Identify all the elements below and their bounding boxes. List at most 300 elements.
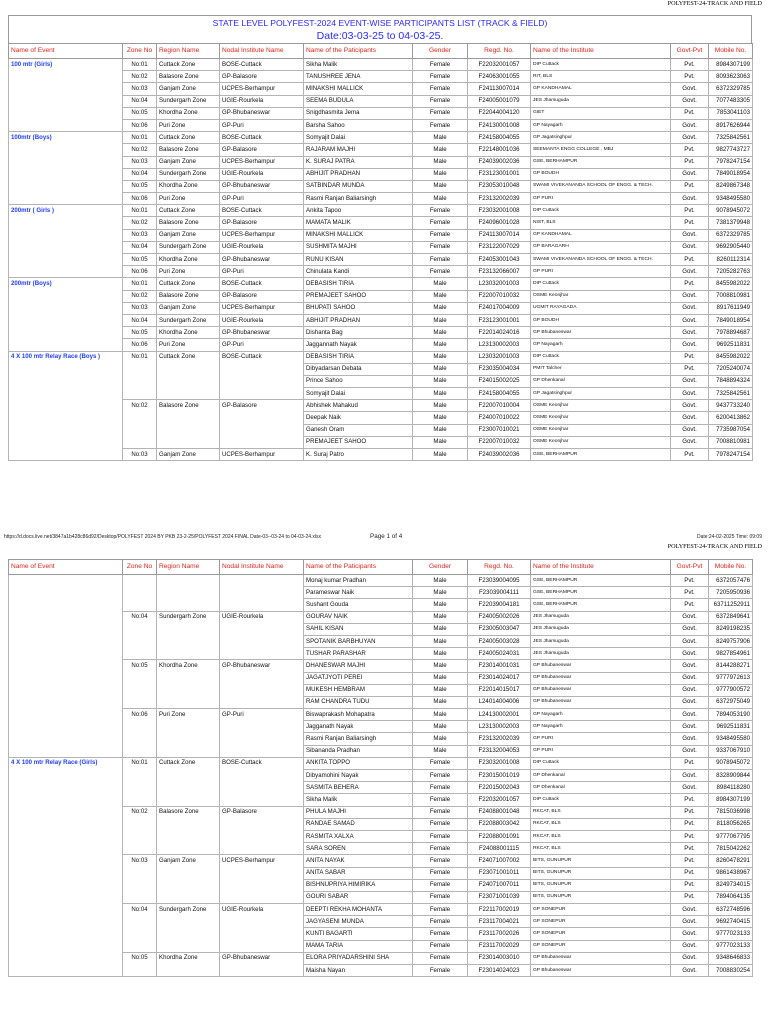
- page-footer: [4, 534, 762, 544]
- cell-mobile: 9777067795: [709, 830, 753, 842]
- cell-participant: Barsha Sahoo: [304, 119, 413, 131]
- cell-gender: Female: [413, 241, 468, 253]
- cell-nodal-institute: GP-Balasore: [220, 217, 304, 229]
- cell-nodal-institute: GP-Balasore: [220, 290, 304, 302]
- cell-regd-no: F24005024031: [468, 648, 531, 660]
- cell-event: 200mtr (Boys): [9, 278, 123, 290]
- cell-event: [9, 940, 123, 952]
- cell-mobile: 6372975049: [709, 696, 753, 708]
- cell-participant: DEEPTI REKHA MOHANTA: [304, 904, 413, 916]
- cell-participant: Sikha Malik: [304, 59, 413, 71]
- cell-event: [9, 830, 123, 842]
- cell-zone-no: [123, 363, 157, 375]
- cell-institute: JES Jharsuguda: [531, 623, 671, 635]
- cell-institute: RKCAT, BLS: [531, 830, 671, 842]
- cell-mobile: 9692511831: [709, 721, 753, 733]
- cell-nodal-institute: [220, 599, 304, 611]
- cell-participant: Jaggannath Nayak: [304, 339, 413, 351]
- cell-zone-no: [123, 424, 157, 436]
- cell-participant: Rasmi Ranjan Baliarsingh: [304, 193, 413, 205]
- cell-institute: GSE, BERHAMPUR: [531, 156, 671, 168]
- cell-region: Puri Zone: [157, 193, 220, 205]
- cell-institute: DIP Cuttack: [531, 205, 671, 217]
- cell-zone-no: [123, 721, 157, 733]
- table-row: [9, 757, 753, 769]
- cell-region: Khordha Zone: [157, 952, 220, 964]
- cell-region: Puri Zone: [157, 266, 220, 278]
- cell-institute: BITS, GUNUPUR: [531, 879, 671, 891]
- cell-participant: SASMITA BEHERA: [304, 782, 413, 794]
- table-row: [9, 843, 753, 855]
- cell-govt-pvt: Pvt.: [671, 156, 709, 168]
- cell-institute: OSME Keonjhar: [531, 436, 671, 448]
- cell-govt-pvt: Govt.: [671, 314, 709, 326]
- cell-nodal-institute: [220, 684, 304, 696]
- column-header-participant: Name of the Paticipants: [304, 560, 413, 575]
- cell-mobile: 7815036998: [709, 806, 753, 818]
- cell-gender: Male: [413, 575, 468, 587]
- cell-mobile: 7008830254: [709, 965, 753, 977]
- cell-regd-no: F24005002026: [468, 611, 531, 623]
- cell-nodal-institute: GP-Puri: [220, 119, 304, 131]
- cell-regd-no: F22007010032: [468, 290, 531, 302]
- table-row: [9, 327, 753, 339]
- cell-region: Balasore Zone: [157, 71, 220, 83]
- cell-mobile: 9078945072: [709, 205, 753, 217]
- table-row: [9, 375, 753, 387]
- cell-regd-no: L23032001003: [468, 351, 531, 363]
- page-header: POLYFEST-24-TRACK AND FIELD: [667, 0, 762, 7]
- cell-mobile: 8260478291: [709, 855, 753, 867]
- cell-zone-no: [123, 818, 157, 830]
- table-row: [9, 965, 753, 977]
- cell-institute: DIP Cuttack: [531, 757, 671, 769]
- cell-event: [9, 684, 123, 696]
- cell-institute: GP Dhenkanal: [531, 770, 671, 782]
- cell-region: Balasore Zone: [157, 806, 220, 818]
- table-row: [9, 635, 753, 647]
- cell-region: [157, 587, 220, 599]
- cell-zone-no: [123, 782, 157, 794]
- table-row: [9, 314, 753, 326]
- cell-participant: ANKITA TOPPO: [304, 757, 413, 769]
- cell-mobile: 9777023133: [709, 940, 753, 952]
- cell-mobile: 8984307199: [709, 59, 753, 71]
- cell-govt-pvt: Pvt.: [671, 205, 709, 217]
- table-row: [9, 168, 753, 180]
- table-row: [9, 940, 753, 952]
- cell-gender: Female: [413, 806, 468, 818]
- column-header-govt-pvt: Govt-Pvt: [671, 560, 709, 575]
- cell-mobile: 9827854961: [709, 648, 753, 660]
- cell-event: [9, 611, 123, 623]
- cell-zone-no: [123, 412, 157, 424]
- cell-regd-no: F23117002026: [468, 928, 531, 940]
- cell-govt-pvt: Govt.: [671, 168, 709, 180]
- cell-event: [9, 83, 123, 95]
- table-row: [9, 916, 753, 928]
- cell-mobile: 8249757906: [709, 635, 753, 647]
- cell-gender: Male: [413, 388, 468, 400]
- cell-event: [9, 721, 123, 733]
- cell-gender: Female: [413, 916, 468, 928]
- footer-page-number: Page 1 of 4: [370, 533, 403, 540]
- table-row: [9, 205, 753, 217]
- cell-regd-no: F24005001079: [468, 95, 531, 107]
- cell-institute: GP Nayagarh: [531, 721, 671, 733]
- table-row: [9, 855, 753, 867]
- cell-event: [9, 891, 123, 903]
- cell-region: [157, 721, 220, 733]
- cell-zone-no: No:04: [123, 95, 157, 107]
- cell-region: [157, 436, 220, 448]
- cell-mobile: 7848894324: [709, 375, 753, 387]
- cell-mobile: 7381379948: [709, 217, 753, 229]
- cell-institute: GP Bhubaneswar: [531, 327, 671, 339]
- cell-institute: BITS, GUNUPUR: [531, 891, 671, 903]
- cell-event: [9, 709, 123, 721]
- cell-institute: GP SONEPUR: [531, 904, 671, 916]
- cell-zone-no: [123, 375, 157, 387]
- cell-regd-no: F24088001048: [468, 806, 531, 818]
- document-title-box: [8, 15, 752, 43]
- cell-mobile: 8249867348: [709, 180, 753, 192]
- cell-event: 200mtr ( Girls ): [9, 205, 123, 217]
- table-row: [9, 217, 753, 229]
- cell-institute: GSE, BERHAMPUR: [531, 449, 671, 461]
- cell-gender: Female: [413, 71, 468, 83]
- table-row: [9, 660, 753, 672]
- cell-institute: OSME Keonjhar: [531, 400, 671, 412]
- cell-mobile: 9437733240: [709, 400, 753, 412]
- cell-participant: Chinulata Kandi: [304, 266, 413, 278]
- cell-zone-no: No:04: [123, 611, 157, 623]
- table-row: [9, 709, 753, 721]
- cell-zone-no: [123, 684, 157, 696]
- cell-participant: JAGATJYOTI PEREI: [304, 672, 413, 684]
- cell-mobile: 8455982022: [709, 351, 753, 363]
- cell-event: [9, 916, 123, 928]
- cell-zone-no: No:02: [123, 144, 157, 156]
- cell-govt-pvt: Govt.: [671, 623, 709, 635]
- cell-govt-pvt: Pvt.: [671, 144, 709, 156]
- table-row: [9, 575, 753, 587]
- cell-institute: GP BARAGARH: [531, 241, 671, 253]
- cell-participant: K. SURAJ PATRA: [304, 156, 413, 168]
- cell-govt-pvt: Govt.: [671, 940, 709, 952]
- cell-zone-no: [123, 928, 157, 940]
- cell-regd-no: F24015002025: [468, 375, 531, 387]
- cell-regd-no: F22044004120: [468, 107, 531, 119]
- cell-zone-no: No:05: [123, 660, 157, 672]
- cell-region: Sundergarh Zone: [157, 95, 220, 107]
- cell-participant: ABHIJIT PRADHAN: [304, 314, 413, 326]
- cell-region: [157, 648, 220, 660]
- table-row: [9, 867, 753, 879]
- cell-event: [9, 193, 123, 205]
- table-row: [9, 599, 753, 611]
- cell-mobile: 8144288271: [709, 660, 753, 672]
- column-header-institute: Name of the Institute: [531, 44, 671, 59]
- cell-institute: SEEMANTA ENGG COLLEGE , MBJ: [531, 144, 671, 156]
- cell-participant: PREMAJEET SAHOO: [304, 290, 413, 302]
- cell-institute: GSE, BERHAMPUR: [531, 587, 671, 599]
- cell-institute: OSME Keonjhar: [531, 290, 671, 302]
- cell-nodal-institute: [220, 623, 304, 635]
- cell-govt-pvt: Pvt.: [671, 830, 709, 842]
- cell-participant: Biswaprakash Mohapatra: [304, 709, 413, 721]
- cell-regd-no: L23130002003: [468, 721, 531, 733]
- table-row: [9, 436, 753, 448]
- cell-institute: GP PURI: [531, 266, 671, 278]
- table-row: [9, 400, 753, 412]
- cell-mobile: 9348646833: [709, 952, 753, 964]
- cell-institute: GP Bhubaneswar: [531, 952, 671, 964]
- cell-regd-no: F23132002039: [468, 193, 531, 205]
- cell-participant: SAHIL KISAN: [304, 623, 413, 635]
- cell-zone-no: [123, 575, 157, 587]
- cell-zone-no: No:01: [123, 757, 157, 769]
- cell-regd-no: F24039002036: [468, 449, 531, 461]
- cell-region: Ganjam Zone: [157, 302, 220, 314]
- cell-gender: Female: [413, 928, 468, 940]
- cell-mobile: 8093623063: [709, 71, 753, 83]
- cell-zone-no: [123, 940, 157, 952]
- cell-zone-no: No:04: [123, 314, 157, 326]
- cell-zone-no: [123, 635, 157, 647]
- cell-participant: Somyajit Dalai: [304, 132, 413, 144]
- cell-institute: GP SONEPUR: [531, 928, 671, 940]
- cell-regd-no: F24071007011: [468, 879, 531, 891]
- cell-mobile: 8984118280: [709, 782, 753, 794]
- participants-table-page-1: [8, 43, 753, 461]
- cell-mobile: 7978247154: [709, 449, 753, 461]
- cell-institute: DIP Cuttack: [531, 794, 671, 806]
- cell-participant: MUKESH HEMBRAM: [304, 684, 413, 696]
- table-row: [9, 611, 753, 623]
- cell-gender: Male: [413, 339, 468, 351]
- column-header-event: Name of Event: [9, 560, 123, 575]
- cell-participant: SARA SOREN: [304, 843, 413, 855]
- cell-region: Cuttack Zone: [157, 132, 220, 144]
- cell-institute: GSE, BERHAMPUR: [531, 575, 671, 587]
- cell-participant: Somyajit Dalai: [304, 388, 413, 400]
- cell-event: [9, 794, 123, 806]
- cell-gender: Female: [413, 95, 468, 107]
- column-header-nodal-institute: Nodal Institute Name: [220, 560, 304, 575]
- cell-regd-no: F23132002039: [468, 733, 531, 745]
- cell-mobile: 6372329785: [709, 229, 753, 241]
- cell-govt-pvt: Govt.: [671, 436, 709, 448]
- cell-zone-no: No:02: [123, 217, 157, 229]
- column-header-event: Name of Event: [9, 44, 123, 59]
- table-header-row: [9, 560, 753, 575]
- table-row: [9, 782, 753, 794]
- cell-region: [157, 879, 220, 891]
- table-row: [9, 672, 753, 684]
- column-header-mobile: Mobile No.: [709, 560, 753, 575]
- cell-nodal-institute: [220, 424, 304, 436]
- cell-event: [9, 375, 123, 387]
- cell-regd-no: F22032001057: [468, 59, 531, 71]
- cell-mobile: 8917626944: [709, 119, 753, 131]
- cell-event: [9, 904, 123, 916]
- cell-nodal-institute: UCPES-Berhampur: [220, 156, 304, 168]
- cell-govt-pvt: Pvt.: [671, 599, 709, 611]
- cell-gender: Female: [413, 867, 468, 879]
- cell-zone-no: [123, 965, 157, 977]
- cell-regd-no: F23014024017: [468, 672, 531, 684]
- cell-institute: GP Bhubaneswar: [531, 660, 671, 672]
- table-row: [9, 132, 753, 144]
- cell-region: Khordha Zone: [157, 660, 220, 672]
- cell-region: [157, 375, 220, 387]
- cell-institute: RKCAT, BLS: [531, 818, 671, 830]
- cell-institute: OSME Keonjhar: [531, 424, 671, 436]
- cell-participant: Snigdhasmita Jema: [304, 107, 413, 119]
- cell-gender: Male: [413, 436, 468, 448]
- cell-gender: Male: [413, 449, 468, 461]
- cell-gender: Female: [413, 107, 468, 119]
- cell-mobile: 8328909844: [709, 770, 753, 782]
- cell-event: [9, 95, 123, 107]
- cell-govt-pvt: Govt.: [671, 684, 709, 696]
- cell-institute: BITS, GUNUPUR: [531, 867, 671, 879]
- cell-nodal-institute: [220, 916, 304, 928]
- cell-govt-pvt: Govt.: [671, 770, 709, 782]
- cell-regd-no: F22015002043: [468, 782, 531, 794]
- cell-event: [9, 302, 123, 314]
- cell-event: [9, 180, 123, 192]
- cell-participant: TANUSHREE JENA: [304, 71, 413, 83]
- cell-regd-no: L23130002003: [468, 339, 531, 351]
- table-row: [9, 339, 753, 351]
- cell-regd-no: F23117002029: [468, 940, 531, 952]
- cell-institute: GP Bhubaneswar: [531, 965, 671, 977]
- cell-nodal-institute: [220, 648, 304, 660]
- cell-mobile: 6200413862: [709, 412, 753, 424]
- cell-participant: DEBASISH TIRIA: [304, 278, 413, 290]
- cell-regd-no: F23014001031: [468, 660, 531, 672]
- cell-regd-no: F23071001011: [468, 867, 531, 879]
- cell-govt-pvt: Govt.: [671, 965, 709, 977]
- cell-regd-no: F23123001001: [468, 314, 531, 326]
- cell-nodal-institute: [220, 891, 304, 903]
- cell-participant: SUSHMITA MAJHI: [304, 241, 413, 253]
- cell-event: [9, 672, 123, 684]
- cell-participant: KUNTI BAGARTI: [304, 928, 413, 940]
- cell-region: [157, 891, 220, 903]
- table-row: [9, 424, 753, 436]
- cell-event: [9, 635, 123, 647]
- cell-mobile: 7978894687: [709, 327, 753, 339]
- cell-mobile: 7008810981: [709, 436, 753, 448]
- cell-institute: NIST, BLS: [531, 217, 671, 229]
- cell-zone-no: No:04: [123, 168, 157, 180]
- cell-gender: Female: [413, 266, 468, 278]
- cell-gender: Male: [413, 684, 468, 696]
- cell-gender: Female: [413, 83, 468, 95]
- table-row: [9, 363, 753, 375]
- cell-participant: Dibyamohini Nayak: [304, 770, 413, 782]
- cell-zone-no: No:06: [123, 709, 157, 721]
- cell-event: [9, 599, 123, 611]
- cell-gender: Male: [413, 412, 468, 424]
- cell-institute: JES Jharsuguda: [531, 611, 671, 623]
- cell-region: Sundergarh Zone: [157, 168, 220, 180]
- cell-mobile: 6372057476: [709, 575, 753, 587]
- cell-region: [157, 733, 220, 745]
- cell-participant: ABHIJIT PRADHAN: [304, 168, 413, 180]
- cell-regd-no: F23032001008: [468, 757, 531, 769]
- cell-event: [9, 314, 123, 326]
- cell-gender: Male: [413, 424, 468, 436]
- cell-gender: Female: [413, 904, 468, 916]
- cell-institute: RIT, BLS: [531, 71, 671, 83]
- cell-participant: SATBINDAR MUNDA: [304, 180, 413, 192]
- cell-govt-pvt: Pvt.: [671, 363, 709, 375]
- cell-regd-no: F22088003042: [468, 818, 531, 830]
- cell-govt-pvt: Govt.: [671, 119, 709, 131]
- cell-zone-no: No:01: [123, 351, 157, 363]
- cell-gender: Female: [413, 770, 468, 782]
- cell-region: Puri Zone: [157, 339, 220, 351]
- cell-participant: Ankita Tapoo: [304, 205, 413, 217]
- cell-mobile: 7077483305: [709, 95, 753, 107]
- cell-mobile: 8249734015: [709, 879, 753, 891]
- cell-zone-no: [123, 879, 157, 891]
- cell-regd-no: F23014003010: [468, 952, 531, 964]
- cell-mobile: 7325842561: [709, 132, 753, 144]
- cell-region: [157, 745, 220, 757]
- cell-nodal-institute: [220, 879, 304, 891]
- table-row: [9, 290, 753, 302]
- cell-nodal-institute: [220, 412, 304, 424]
- cell-zone-no: [123, 696, 157, 708]
- cell-participant: Sibananda Pradhan: [304, 745, 413, 757]
- cell-nodal-institute: GP-Bhubaneswar: [220, 327, 304, 339]
- cell-participant: RANDAE SAMAD: [304, 818, 413, 830]
- cell-institute: GIET: [531, 107, 671, 119]
- table-row: [9, 904, 753, 916]
- cell-participant: Jagganath Nayak: [304, 721, 413, 733]
- cell-zone-no: [123, 623, 157, 635]
- table-row: [9, 254, 753, 266]
- cell-nodal-institute: UGIE-Rourkela: [220, 611, 304, 623]
- cell-institute: GP Nayagarh: [531, 119, 671, 131]
- cell-regd-no: L23032001003: [468, 278, 531, 290]
- cell-regd-no: F24017004009: [468, 302, 531, 314]
- cell-event: [9, 806, 123, 818]
- cell-zone-no: [123, 916, 157, 928]
- cell-region: [157, 782, 220, 794]
- cell-nodal-institute: [220, 770, 304, 782]
- cell-zone-no: [123, 794, 157, 806]
- cell-institute: GP PURI: [531, 745, 671, 757]
- cell-institute: SWAMI VIVEKANANDA SCHOOL OF ENGG. & TECH.: [531, 180, 671, 192]
- cell-institute: GP BOUDH: [531, 168, 671, 180]
- cell-zone-no: No:01: [123, 59, 157, 71]
- cell-region: Cuttack Zone: [157, 757, 220, 769]
- cell-gender: Male: [413, 168, 468, 180]
- cell-nodal-institute: [220, 733, 304, 745]
- cell-mobile: 8917611949: [709, 302, 753, 314]
- cell-event: [9, 424, 123, 436]
- column-header-participant: Name of the Paticipants: [304, 44, 413, 59]
- cell-mobile: 7205282763: [709, 266, 753, 278]
- table-row: [9, 156, 753, 168]
- cell-regd-no: F23122007029: [468, 241, 531, 253]
